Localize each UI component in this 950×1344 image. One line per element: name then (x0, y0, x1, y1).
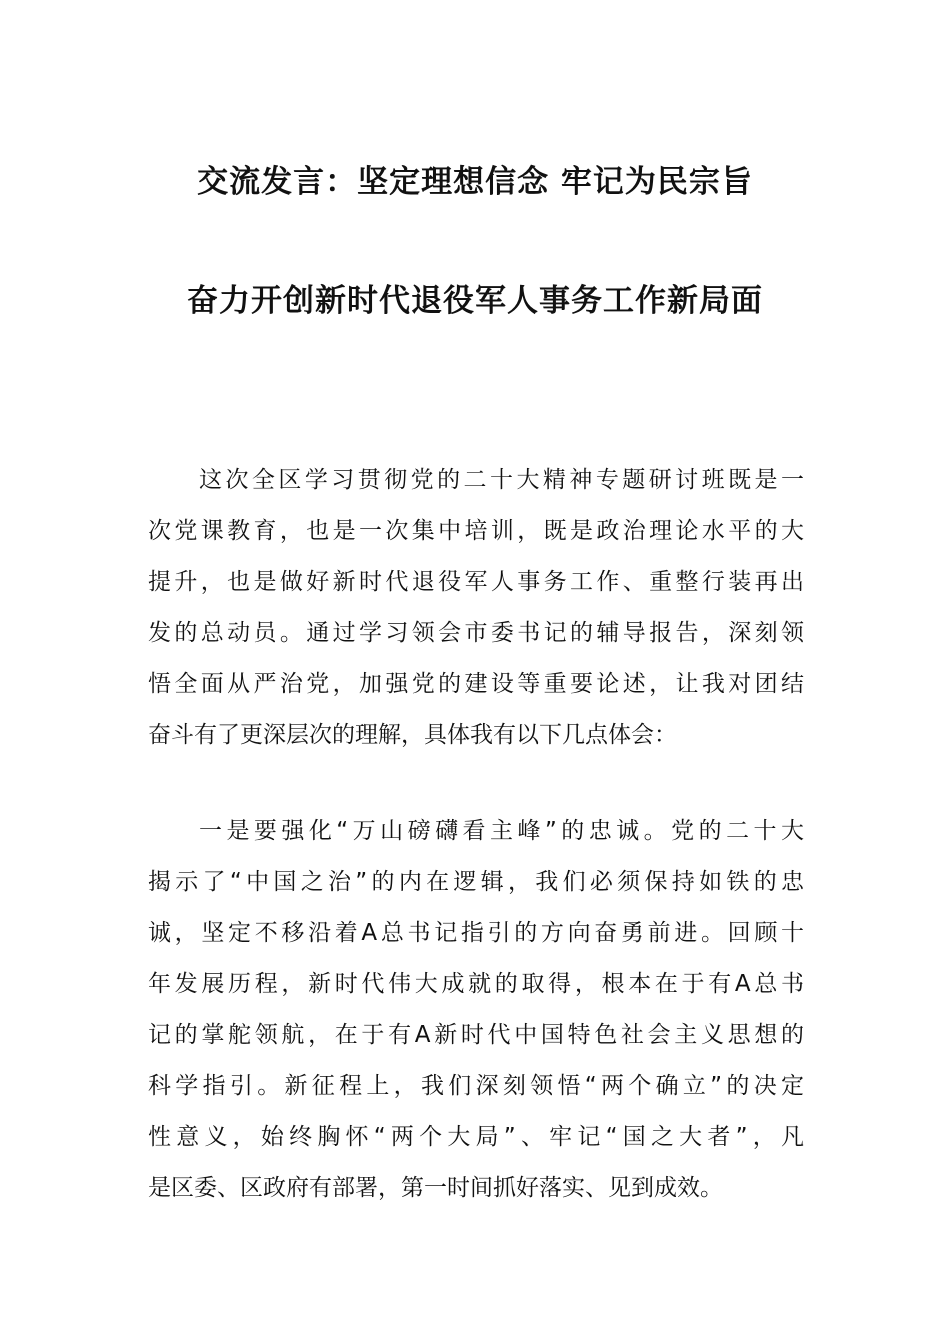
document-title-line-2: 奋力开创新时代退役军人事务工作新局面 (187, 283, 763, 319)
paragraph-1-line-6: 奋斗有了更深层次的理解，具体我有以下几点体会： (148, 722, 677, 748)
paragraph-2-line-6: 科学指引。新征程上，我们深刻领悟“两个确立”的决定 (148, 1073, 804, 1099)
document-title-line-1: 交流发言：坚定理想信念 牢记为民宗旨 (197, 164, 753, 200)
paragraph-1-line-3: 提升，也是做好新时代退役军人事务工作、重整行装再出 (148, 569, 804, 595)
paragraph-1-line-2: 次党课教育，也是一次集中培训，既是政治理论水平的大 (148, 518, 804, 544)
paragraph-2-line-5: 记的掌舵领航，在于有A新时代中国特色社会主义思想的 (148, 1022, 804, 1048)
paragraph-2-line-1: 一是要强化“万山磅礴看主峰”的忠诚。党的二十大 (199, 818, 804, 844)
paragraph-2-line-3: 诚，坚定不移沿着A总书记指引的方向奋勇前进。回顾十 (148, 920, 804, 946)
paragraph-2-line-2: 揭示了“中国之治”的内在逻辑，我们必须保持如铁的忠 (148, 869, 804, 895)
paragraph-2-line-7: 性意义，始终胸怀“两个大局”、牢记“国之大者”，凡 (148, 1124, 804, 1150)
paragraph-1-line-4: 发的总动员。通过学习领会市委书记的辅导报告，深刻领 (148, 620, 804, 646)
paragraph-1-line-1: 这次全区学习贯彻党的二十大精神专题研讨班既是一 (199, 467, 804, 493)
paragraph-2-line-8: 是区委、区政府有部署，第一时间抓好落实、见到成效。 (148, 1175, 723, 1201)
paragraph-1-line-5: 悟全面从严治党，加强党的建设等重要论述，让我对团结 (148, 671, 804, 697)
paragraph-2-line-4: 年发展历程，新时代伟大成就的取得，根本在于有A总书 (148, 971, 804, 997)
